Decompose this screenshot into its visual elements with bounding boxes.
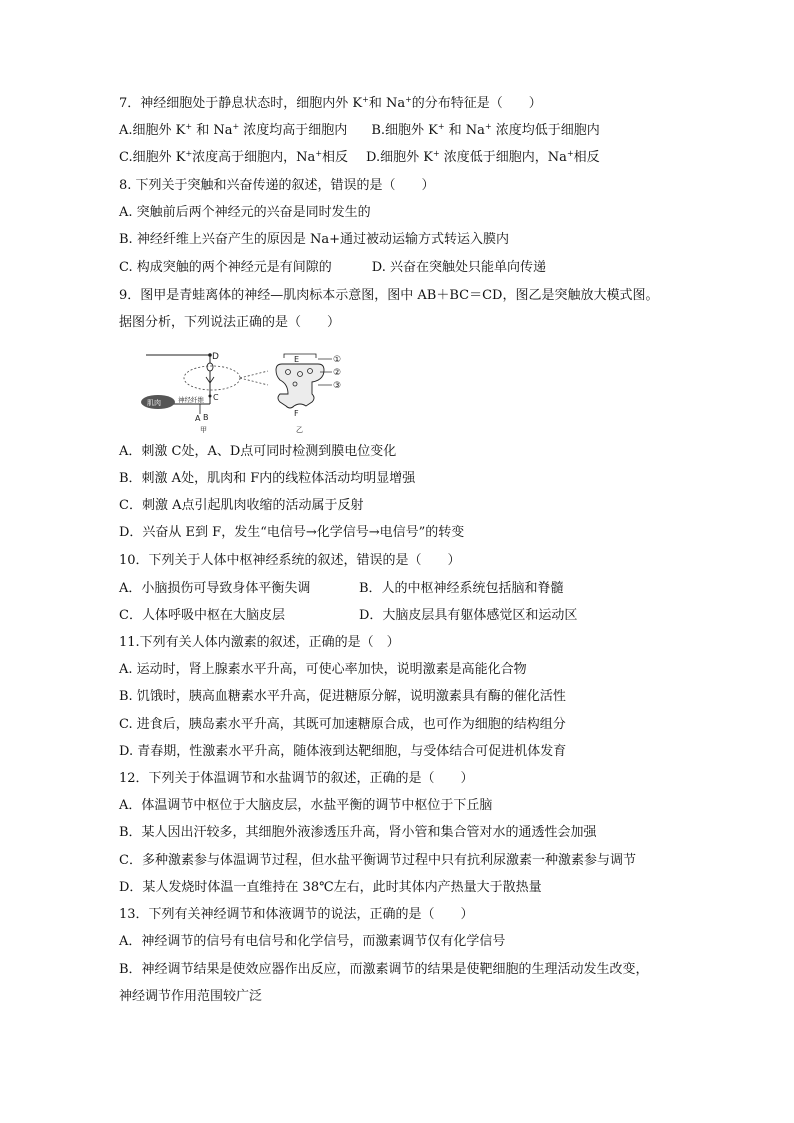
- q12-option-a: A．体温调节中枢位于大脑皮层，水盐平衡的调节中枢位于下丘脑: [119, 798, 493, 813]
- superscript-plus: +: [185, 149, 193, 158]
- magnify-line: [240, 378, 268, 385]
- q7-d-part: D.细胞外 K: [366, 150, 433, 165]
- q7-options-cd: [119, 149, 600, 167]
- q9-option-c: C．刺激 A点引起肌肉收缩的活动属于反射: [119, 498, 364, 513]
- q7-c-part: C.细胞外 K: [119, 150, 186, 165]
- q9-option-d: D．兴奋从 E到 F，发生“电信号→化学信号→电信号”的转变: [119, 525, 465, 540]
- q10-option-c: C．人体呼吸中枢在大脑皮层: [119, 608, 285, 623]
- q11-stem: 11.下列有关人体内激素的叙述，正确的是（ ）: [119, 635, 400, 650]
- q12-option-d: D．某人发烧时体温一直维持在 38℃左右，此时其体内产热量大于散热量: [119, 880, 542, 895]
- q9-option-b: B．刺激 A处，肌肉和 F内的线粒体活动均明显增强: [119, 471, 416, 486]
- q8-option-d: D. 兴奋在突触处只能单向传递: [371, 260, 546, 275]
- label-f: F: [294, 409, 299, 418]
- nerve-muscle-figure: [140, 350, 350, 434]
- label-jia: 甲: [200, 426, 207, 434]
- q10-option-b: B．人的中枢神经系统包括脑和脊髓: [359, 581, 564, 596]
- q7-a-part: 和 Na: [192, 123, 233, 138]
- q7-option-a: [119, 123, 347, 138]
- label-nerve-fiber: 神经纤维: [178, 396, 204, 404]
- q8-option-b: B. 神经纤维上兴奋产生的原因是 Na+通过被动运输方式转运入膜内: [119, 232, 509, 247]
- q9-stem-line2: 据图分析，下列说法正确的是（ ）: [119, 315, 341, 330]
- q8-option-c: C. 构成突触的两个神经元是有间隙的: [119, 260, 332, 275]
- label-muscle: 肌肉: [147, 399, 161, 407]
- label-e: E: [294, 355, 300, 364]
- q10-stem: 10．下列关于人体中枢神经系统的叙述，错误的是（ ）: [119, 553, 461, 568]
- q12-option-b: B．某人因出汗较多，其细胞外液渗透压升高，肾小管和集合管对水的通透性会加强: [119, 825, 597, 840]
- point-d: [208, 353, 212, 357]
- superscript-plus: +: [405, 95, 412, 104]
- q11-option-a: A. 运动时，肾上腺素水平升高，可使心率加快，说明激素是高能化合物: [119, 662, 527, 677]
- label-circle-1: ①: [333, 355, 342, 365]
- q11-option-d: D. 青春期，性激素水平升高，随体液到达靶细胞，与受体结合可促进机体发育: [119, 744, 567, 759]
- q13-option-b-line1: B．神经调节结果是使效应器作出反应，而激素调节的结果是使靶细胞的生理活动发生改变，: [119, 962, 649, 977]
- label-d: D: [212, 352, 219, 362]
- q13-stem: 13．下列有关神经调节和体液调节的说法，正确的是（ ）: [119, 907, 474, 922]
- superscript-plus: +: [566, 149, 574, 158]
- synapse-knob: [207, 363, 213, 371]
- q10-options-ab: [119, 580, 564, 598]
- q9-stem-line1: 9．图甲是青蛙离体的神经—肌肉标本示意图，图中 AB＋BC＝CD，图乙是突触放大模式图。: [119, 288, 659, 303]
- superscript-plus: +: [437, 122, 445, 131]
- q8-options-cd: [119, 259, 546, 277]
- superscript-plus: +: [315, 149, 323, 158]
- label-c: C: [213, 393, 219, 402]
- superscript-plus: +: [232, 122, 240, 131]
- q7-stem: [119, 95, 542, 113]
- q7-option-d: [366, 150, 600, 165]
- q11-option-c: C. 进食后，胰岛素水平升高，其既可加速糖原合成，也可作为细胞的结构组分: [119, 717, 566, 732]
- label-e-bracket: [284, 354, 316, 358]
- q10-option-a: A．小脑损伤可导致身体平衡失调: [119, 581, 311, 596]
- label-circle-2: ②: [333, 368, 342, 378]
- q9-option-a: A．刺激 C处，A、D点可同时检测到膜电位变化: [119, 444, 397, 459]
- q7-b-part: 浓度均低于细胞内: [491, 123, 600, 138]
- presynaptic-terminal: [276, 364, 324, 408]
- q7-options-ab: [119, 122, 600, 140]
- q7-stem-part: 的分布特征是（ ）: [411, 96, 542, 111]
- q7-stem-part: 和 Na: [368, 96, 406, 111]
- q7-b-part: 和 Na: [444, 123, 485, 138]
- q12-option-c: C．多种激素参与体温调节过程，但水盐平衡调节过程中只有抗利尿激素一种激素参与调节: [119, 853, 636, 868]
- magnify-line: [240, 371, 268, 378]
- q10-option-d: D．大脑皮层具有躯体感觉区和运动区: [359, 608, 578, 623]
- q7-b-part: B.细胞外 K: [371, 123, 438, 138]
- q7-c-part: 浓度高于细胞内，Na: [192, 150, 316, 165]
- point-c: [209, 395, 212, 398]
- label-b: B: [203, 413, 209, 422]
- q13-option-a: A．神经调节的信号有电信号和化学信号，而激素调节仅有化学信号: [119, 934, 506, 949]
- label-yi: 乙: [296, 426, 303, 434]
- q7-stem-part: 7．神经细胞处于静息状态时，细胞内外 K: [119, 96, 363, 111]
- q7-a-part: A.细胞外 K: [119, 123, 186, 138]
- q7-d-part: 相反: [573, 150, 600, 165]
- q7-a-part: 浓度均高于细胞内: [239, 123, 348, 138]
- superscript-plus: +: [185, 122, 193, 131]
- label-a: A: [195, 414, 201, 423]
- q13-option-b-line2: 神经调节作用范围较广泛: [119, 989, 263, 1004]
- q8-option-a: A. 突触前后两个神经元的兴奋是同时发生的: [119, 205, 371, 220]
- q7-option-b: [371, 123, 599, 138]
- superscript-plus: +: [484, 122, 492, 131]
- label-circle-3: ③: [333, 381, 342, 391]
- q7-d-part: 浓度低于细胞内，Na: [439, 150, 567, 165]
- q10-options-cd: [119, 607, 577, 625]
- q11-option-b: B. 饥饿时，胰高血糖素水平升高，促进糖原分解，说明激素具有酶的催化活性: [119, 689, 566, 704]
- q12-stem: 12．下列关于体温调节和水盐调节的叙述，正确的是（ ）: [119, 771, 474, 786]
- superscript-plus: +: [432, 149, 440, 158]
- q7-option-c: [119, 150, 348, 165]
- q8-stem: 8. 下列关于突触和兴奋传递的叙述，错误的是（ ）: [119, 178, 435, 193]
- superscript-plus: +: [362, 95, 369, 104]
- q7-c-part: 相反: [322, 150, 349, 165]
